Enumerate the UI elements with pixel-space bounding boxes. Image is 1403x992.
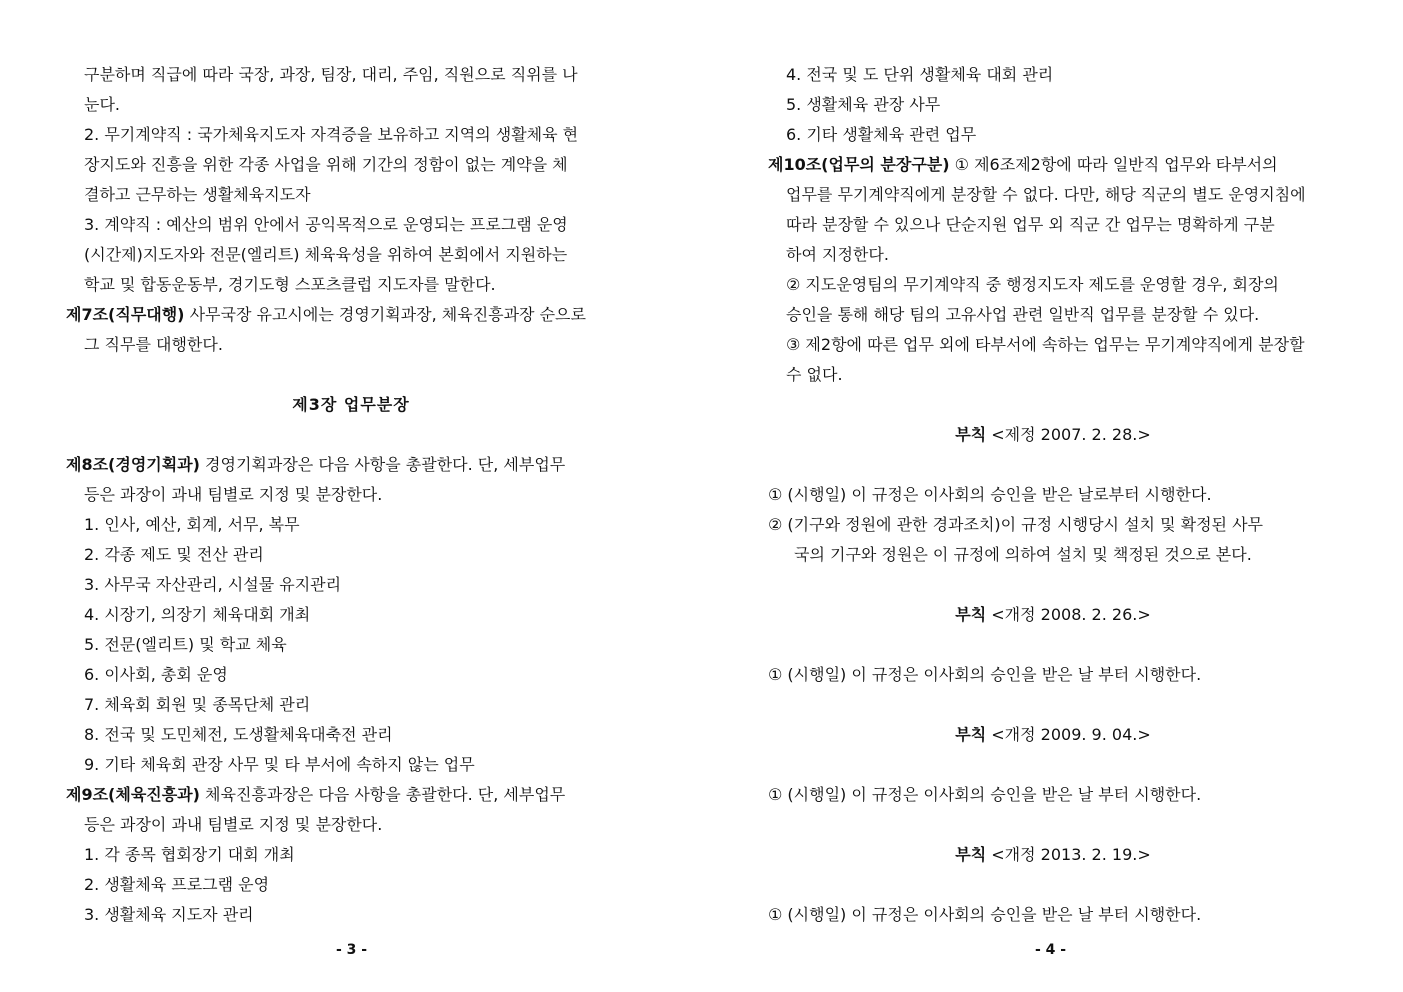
text-line: 수 없다. (786, 365, 843, 384)
revision-date: <개정 2013. 2. 19.> (991, 845, 1151, 864)
revision-date: <제정 2007. 2. 28.> (991, 425, 1151, 444)
article-title: 제7조(직무대행) (66, 305, 185, 324)
text-line: 등은 과장이 과내 팀별로 지정 및 분장한다. (84, 815, 383, 834)
article-text: 체육진흥과장은 다음 사항을 총괄한다. 단, 세부업무 (205, 785, 566, 804)
list-item: 1. 각 종목 협회장기 대회 개최 (84, 845, 295, 864)
article-8 (66, 450, 636, 480)
text-line: 국의 기구와 정원은 이 규정에 의하여 설치 및 책정된 것으로 본다. (794, 545, 1252, 564)
list-item: 2. 생활체육 프로그램 운영 (84, 875, 270, 894)
text-line: ② 지도운영팀의 무기계약직 중 행정지도자 제도를 운영할 경우, 회장의 (786, 275, 1279, 294)
revision-date: <개정 2009. 9. 04.> (991, 725, 1151, 744)
list-item: 7. 체육회 회원 및 종목단체 관리 (84, 695, 311, 714)
text-line: ③ 제2항에 따른 업무 외에 타부서에 속하는 업무는 무기계약직에게 분장할 (786, 335, 1305, 354)
supplementary-heading: 부칙 <제정 2007. 2. 28.> (955, 425, 1151, 444)
text-line: ① (시행일) 이 규정은 이사회의 승인을 받은 날 부터 시행한다. (768, 665, 1202, 684)
supplementary-heading: 부칙 <개정 2008. 2. 26.> (955, 605, 1151, 624)
supplementary-heading: 부칙 <개정 2013. 2. 19.> (955, 845, 1151, 864)
page-number: - 4 - (1035, 942, 1067, 958)
text-line: 승인을 통해 해당 팀의 고유사업 관련 일반직 업무를 분장할 수 있다. (786, 305, 1260, 324)
text-line: 따라 분장할 수 있으나 단순지원 업무 외 직군 간 업무는 명확하게 구분 (786, 215, 1275, 234)
article-text: ① 제6조제2항에 따라 일반직 업무와 타부서의 (954, 155, 1278, 174)
text-line: 등은 과장이 과내 팀별로 지정 및 분장한다. (84, 485, 383, 504)
page-3 (66, 60, 636, 930)
article-7 (66, 300, 636, 330)
list-item: 6. 이사회, 총회 운영 (84, 665, 228, 684)
article-title: 제10조(업무의 분장구분) (768, 155, 950, 174)
article-10 (768, 150, 1338, 180)
page-4 (768, 60, 1338, 930)
list-item: 5. 생활체육 관장 사무 (786, 95, 941, 114)
list-item: 6. 기타 생활체육 관련 업무 (786, 125, 977, 144)
list-item: 1. 인사, 예산, 회계, 서무, 복무 (84, 515, 300, 534)
article-text: 사무국장 유고시에는 경영기획과장, 체육진흥과장 순으로 (189, 305, 586, 324)
article-9 (66, 780, 636, 810)
list-item: 5. 전문(엘리트) 및 학교 체육 (84, 635, 287, 654)
article-title: 제9조(체육진흥과) (66, 785, 200, 804)
revision-date: <개정 2008. 2. 26.> (991, 605, 1151, 624)
chapter-heading: 제3장 업무분장 (292, 395, 410, 414)
text-line: 장지도와 진흥을 위한 각종 사업을 위해 기간의 정함이 없는 계약을 체 (84, 155, 568, 174)
text-line: ① (시행일) 이 규정은 이사회의 승인을 받은 날로부터 시행한다. (768, 485, 1212, 504)
text-line: (시간제)지도자와 전문(엘리트) 체육육성을 위하여 본회에서 지원하는 (84, 245, 568, 264)
text-line: 눈다. (84, 95, 120, 114)
article-title: 제8조(경영기획과) (66, 455, 200, 474)
list-item: 4. 전국 및 도 단위 생활체육 대회 관리 (786, 65, 1054, 84)
list-item: 3. 사무국 자산관리, 시설물 유지관리 (84, 575, 342, 594)
text-line: 그 직무를 대행한다. (84, 335, 223, 354)
text-line: ① (시행일) 이 규정은 이사회의 승인을 받은 날 부터 시행한다. (768, 905, 1202, 924)
text-line: 업무를 무기계약직에게 분장할 수 없다. 다만, 해당 직군의 별도 운영지침에 (786, 185, 1306, 204)
list-item: 4. 시장기, 의장기 체육대회 개최 (84, 605, 311, 624)
list-item: 3. 생활체육 지도자 관리 (84, 905, 254, 924)
text-line: 구분하며 직급에 따라 국장, 과장, 팀장, 대리, 주임, 직원으로 직위를 나 (84, 65, 578, 84)
article-text: 경영기획과장은 다음 사항을 총괄한다. 단, 세부업무 (205, 455, 566, 474)
text-line: 2. 무기계약직 : 국가체육지도자 자격증을 보유하고 지역의 생활체육 현 (84, 125, 579, 144)
list-item: 9. 기타 체육회 관장 사무 및 타 부서에 속하지 않는 업무 (84, 755, 475, 774)
text-line: ① (시행일) 이 규정은 이사회의 승인을 받은 날 부터 시행한다. (768, 785, 1202, 804)
text-line: 결하고 근무하는 생활체육지도자 (84, 185, 311, 204)
list-item: 8. 전국 및 도민체전, 도생활체육대축전 관리 (84, 725, 393, 744)
text-line: 하여 지정한다. (786, 245, 889, 264)
page-number: - 3 - (336, 942, 368, 958)
text-line: 3. 계약직 : 예산의 범위 안에서 공익목적으로 운영되는 프로그램 운영 (84, 215, 568, 234)
list-item: 2. 각종 제도 및 전산 관리 (84, 545, 264, 564)
text-line: 학교 및 합동운동부, 경기도형 스포츠클럽 지도자를 말한다. (84, 275, 496, 294)
supplementary-heading: 부칙 <개정 2009. 9. 04.> (955, 725, 1151, 744)
text-line: ② (기구와 정원에 관한 경과조치)이 규정 시행당시 설치 및 확정된 사무 (768, 515, 1264, 534)
